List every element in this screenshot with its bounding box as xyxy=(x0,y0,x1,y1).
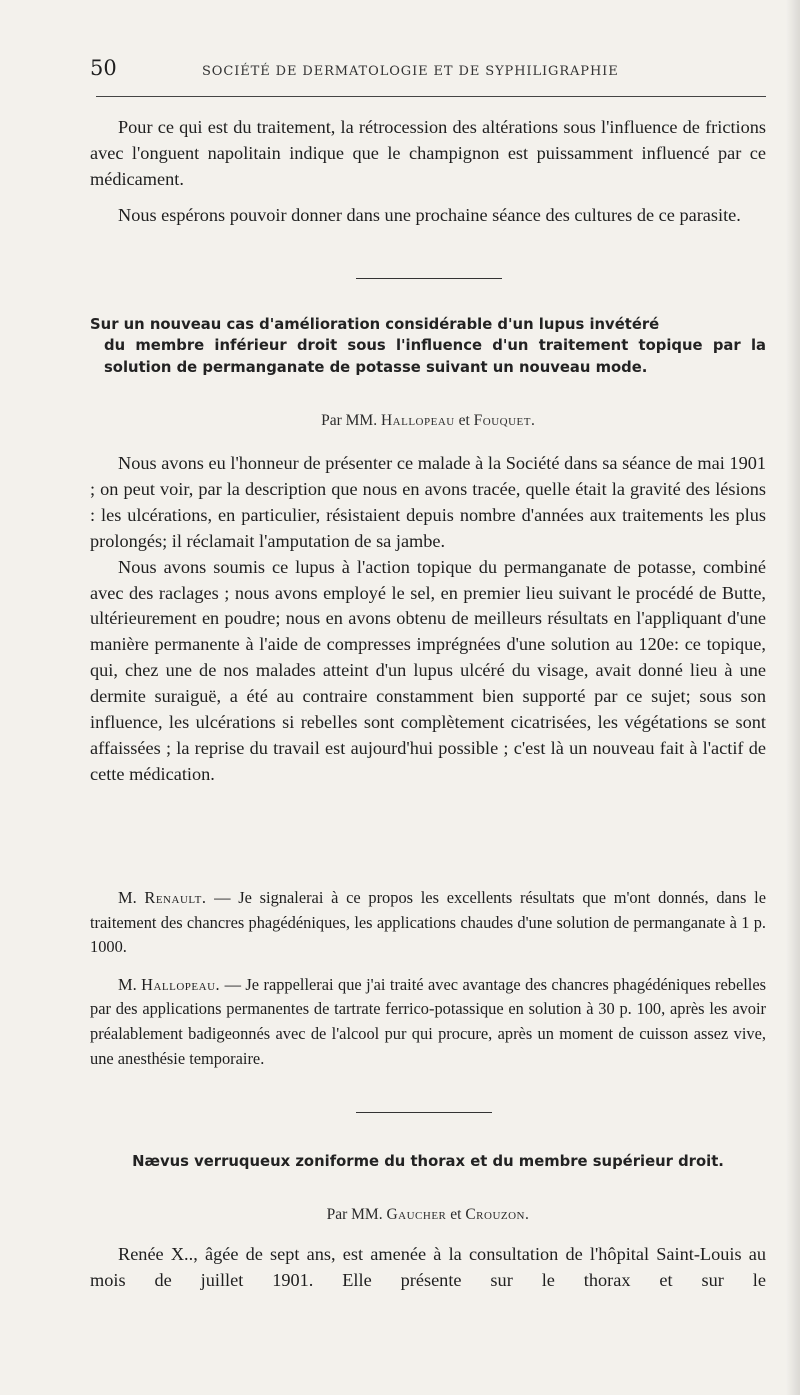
page-number: 50 xyxy=(90,56,117,80)
article-2-title-text: Nævus verruqueux zoniforme du thorax et du membre supérieur droit. xyxy=(132,1153,724,1170)
discussion-hallopeau: M. Hallopeau. — Je rappellerai que j'ai traité avec avantage des chancres phagédéniques rebelles par des applications permanentes de tartrate ferrico-potassique en solution à 30 p. 100, après les avoir préalablement badigeonnés avec de l'alcool pur qui procure, après un moment de cuisson assez vive, une anesthésie temporaire. xyxy=(90,974,766,1068)
discussion-renault: M. Renault. — Je signalerai à ce propos les excellents résultats que m'ont donnés, dans le traitement des chancres phagédéniques, les applications chaudes d'une solution de permanganate à 1 p. 1000. xyxy=(90,888,766,957)
article-2-byline: Par MM. Gaucher et Crouzon. xyxy=(326,1206,530,1223)
speaker-name: Hallopeau. xyxy=(141,974,221,994)
article-1-title-rest: du membre inférieur droit sous l'influence d'un traitement topique par la solution de permanganate de potasse suivant un nouveau mode. xyxy=(104,337,766,376)
intro-section xyxy=(90,115,766,229)
article-2-body xyxy=(90,1242,766,1294)
author-name: Crouzon. xyxy=(465,1206,530,1223)
article-2-paragraph-1: Renée X.., âgée de sept ans, est amenée à la consultation de l'hôpital Saint-Louis au mois de juillet 1901. Elle présente sur le thorax et sur le xyxy=(90,1244,766,1290)
running-title: SOCIÉTÉ DE DERMATOLOGIE ET DE SYPHILIGRAPHIE xyxy=(202,64,619,79)
section-divider xyxy=(356,278,502,279)
article-1-paragraph-2: Nous avons soumis ce lupus à l'action topique du permanganate de potasse, combiné avec des raclages ; nous avons employé le sel, en premier lieu suivant le procédé de Butte, ultérieurement en poudre; nous en avons obtenu de meilleurs résultats en l'appliquant d'une manière permanente à l'aide de compresses imprégnées d'une solution au 120e: ce topique, qui, chez une de nos malades atteint d'un lupus ulcéré du visage, avait donné lieu à une dermite suraiguë, a été au contraire constamment bien supporté par ce sujet; sous son influence, les ulcérations si rebelles sont complètement cicatrisées, les végétations se sont affaissées ; la reprise du travail est aujourd'hui possible ; c'est là un nouveau fait à l'actif de cette médication. xyxy=(90,556,766,784)
author-name: Fouquet xyxy=(473,412,531,429)
intro-paragraph-1: Pour ce qui est du traitement, la rétrocession des altérations sous l'influence de frictions avec l'onguent napolitain indique que le champignon est puissamment influencé par ce médicament. xyxy=(90,117,766,189)
header-rule xyxy=(96,96,766,97)
author-name: Gaucher xyxy=(386,1206,447,1223)
page-edge-shadow xyxy=(786,0,800,1395)
speaker-name: Renault. xyxy=(144,888,207,907)
running-header xyxy=(90,56,766,86)
article-1-paragraph-1: Nous avons eu l'honneur de présenter ce malade à la Société dans sa séance de mai 1901 ; on peut voir, par la description que nous en avons tracée, quelle était la gravité des lésions : les ulcérations, en particulier, résistaient depuis nombre d'années aux traitements les plus prolongés; il réclamait l'amputation de sa jambe. xyxy=(90,453,766,551)
author-name: Hallopeau xyxy=(380,412,455,429)
article-1-title-first-line: Sur un nouveau cas d'amélioration considérable d'un lupus invétéré xyxy=(90,316,660,333)
article-1-body xyxy=(90,451,766,788)
section-divider xyxy=(356,1112,492,1113)
article-1-byline: Par MM. Hallopeau et Fouquet. xyxy=(321,412,535,429)
article-2-title xyxy=(90,1151,766,1173)
discussion-section xyxy=(90,886,766,1071)
intro-paragraph-2: Nous espérons pouvoir donner dans une prochaine séance des cultures de ce parasite. xyxy=(118,204,741,225)
article-1-title xyxy=(90,314,766,378)
